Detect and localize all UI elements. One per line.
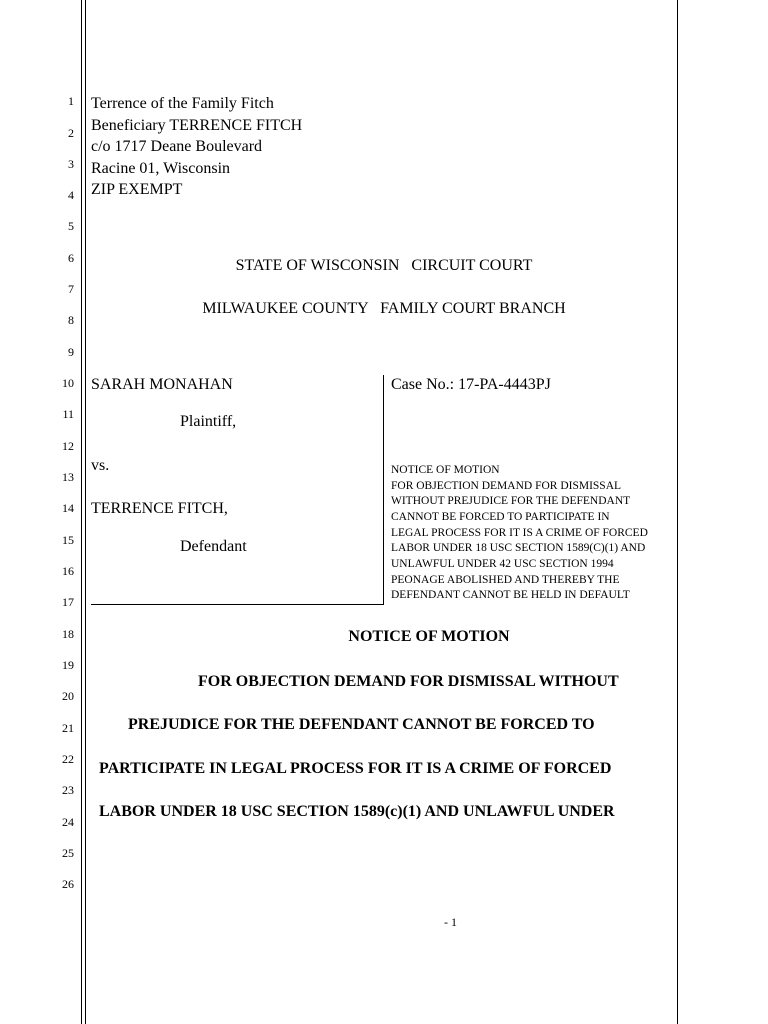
line-number: 13	[62, 470, 74, 484]
sender-title: Beneficiary TERRENCE FITCH	[91, 117, 303, 134]
line-number: 23	[62, 783, 74, 797]
line-number: 12	[62, 439, 74, 453]
line-number: 5	[68, 219, 74, 233]
left-margin-rule-inner	[85, 0, 86, 1024]
motion-heading: NOTICE OF MOTION	[348, 628, 510, 645]
line-number: 2	[68, 126, 74, 140]
line-number: 9	[68, 345, 74, 359]
line-number: 21	[62, 721, 74, 735]
right-margin-rule	[677, 0, 678, 1024]
caption-title-line: FOR OBJECTION DEMAND FOR DISMISSAL	[391, 480, 622, 492]
line-number: 19	[62, 658, 74, 672]
line-number: 20	[62, 689, 74, 703]
body-line: PREJUDICE FOR THE DEFENDANT CANNOT BE FORCED TO	[128, 716, 595, 733]
line-number: 4	[68, 188, 74, 202]
court-heading-county: MILWAUKEE COUNTY FAMILY COURT BRANCH	[202, 300, 566, 317]
body-line: FOR OBJECTION DEMAND FOR DISMISSAL WITHOUT	[198, 673, 619, 690]
caption-underline	[91, 604, 384, 605]
line-number: 15	[62, 533, 74, 547]
body-line: PARTICIPATE IN LEGAL PROCESS FOR IT IS A CRIME OF FORCED	[99, 760, 612, 777]
caption-title-line: LABOR UNDER 18 USC SECTION 1589(C)(1) AND	[391, 542, 646, 554]
caption-title-line: CANNOT BE FORCED TO PARTICIPATE IN	[391, 511, 610, 523]
line-number: 26	[62, 877, 74, 891]
sender-city: Racine 01, Wisconsin	[91, 160, 231, 177]
line-number: 6	[68, 251, 74, 265]
caption-title-line: NOTICE OF MOTION	[391, 464, 500, 476]
line-number: 17	[62, 595, 74, 609]
case-number: Case No.: 17-PA-4443PJ	[391, 376, 551, 393]
line-number: 3	[68, 157, 74, 171]
sender-name: Terrence of the Family Fitch	[91, 95, 274, 112]
defendant-role: Defendant	[180, 538, 247, 555]
page-number: - 1	[444, 915, 457, 929]
caption-title-line: DEFENDANT CANNOT BE HELD IN DEFAULT	[391, 589, 630, 601]
sender-zip: ZIP EXEMPT	[91, 181, 183, 198]
line-number: 7	[68, 282, 74, 296]
versus-label: vs.	[91, 457, 110, 474]
line-number: 8	[68, 313, 74, 327]
line-number: 24	[62, 815, 74, 829]
plaintiff-role: Plaintiff,	[180, 413, 237, 430]
plaintiff-name: SARAH MONAHAN	[91, 376, 233, 393]
line-number: 25	[62, 846, 74, 860]
sender-address: c/o 1717 Deane Boulevard	[91, 138, 263, 155]
defendant-name: TERRENCE FITCH,	[91, 500, 228, 517]
body-line: LABOR UNDER 18 USC SECTION 1589(c)(1) AND UNLAWFUL UNDER	[99, 803, 615, 820]
line-number: 18	[62, 627, 74, 641]
line-number: 10	[62, 376, 74, 390]
caption-title-line: LEGAL PROCESS FOR IT IS A CRIME OF FORCED	[391, 527, 648, 539]
caption-title-line: PEONAGE ABOLISHED AND THEREBY THE	[391, 574, 620, 586]
court-heading-state: STATE OF WISCONSIN CIRCUIT COURT	[235, 257, 533, 274]
line-number: 14	[62, 501, 74, 515]
caption-title-line: UNLAWFUL UNDER 42 USC SECTION 1994	[391, 558, 614, 570]
line-number: 22	[62, 752, 74, 766]
line-number: 16	[62, 564, 74, 578]
caption-divider	[383, 375, 384, 605]
left-margin-rule-outer	[81, 0, 82, 1024]
caption-title-line: WITHOUT PREJUDICE FOR THE DEFENDANT	[391, 495, 631, 507]
line-number: 1	[68, 94, 74, 108]
line-number: 11	[62, 407, 74, 421]
